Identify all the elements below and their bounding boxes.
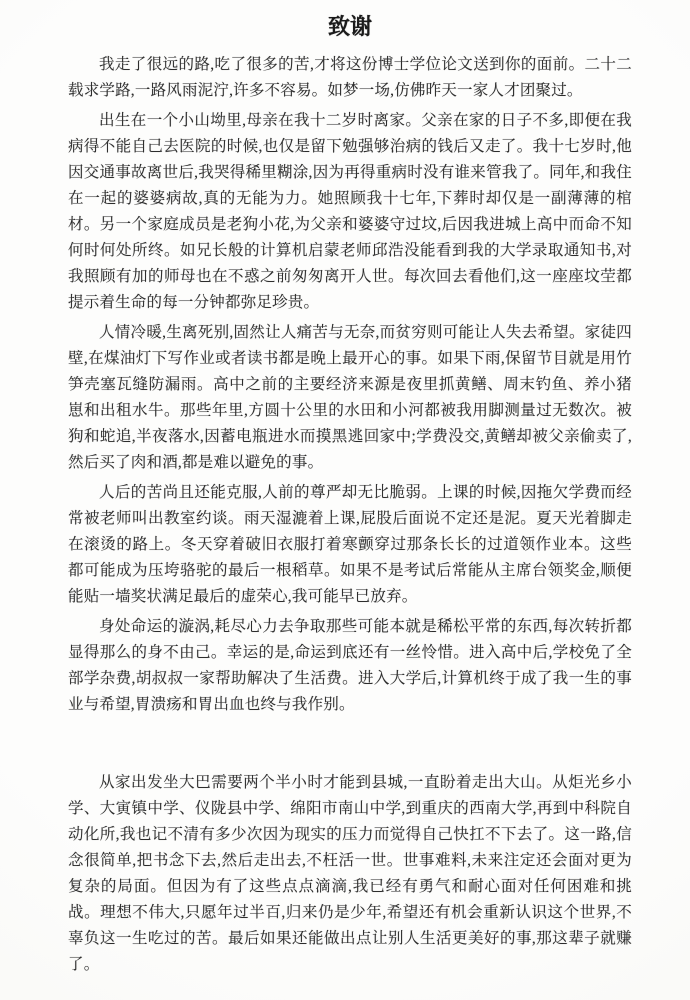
acknowledgement-paragraph-4: 人后的苦尚且还能克服,人前的尊严却无比脆弱。上课的时候,因拖欠学费而经常被老师叫出教室约谈。雨天湿漉着上课,屁股后面说不定还是泥。夏天光着脚走在滚烫的路上。冬天穿着破旧衣服打着寒颤穿过那条长长的过道领作业本。这些都可能成为压垮骆驼的最后一根稻草。如果不是考试后常能从主席台领奖金,顺便能贴一墙奖状满足最后的虚荣心,我可能早已放弃。 <box>68 484 632 605</box>
acknowledgement-paragraph-1: 我走了很远的路,吃了很多的苦,才将这份博士学位论文送到你的面前。二十二载求学路,一路风雨泥泞,许多不容易。如梦一场,仿佛昨天一家人才团聚过。 <box>68 56 632 99</box>
page-title: 致谢 <box>327 14 372 39</box>
acknowledgement-paragraph-2: 出生在一个小山坳里,母亲在我十二岁时离家。父亲在家的日子不多,即便在我病得不能自己去医院的时候,也仅是留下勉强够治病的钱后又走了。我十七岁时,他因交通事故离世后,我哭得稀里糊涂,因为再得重病时没有谁来管我了。同年,和我住在一起的婆婆病故,真的无能为力。她照顾我十七年,下葬时却仅是一副薄薄的棺材。另一个家庭成员是老狗小花,为父亲和婆婆守过坟,后因我进城上高中而命不知何时何处所终。如兄长般的计算机启蒙老师邱浩没能看到我的大学录取通知书,对我照顾有加的师母也在不惑之前匆匆离开人世。每次回去看他们,这一座座坟茔都提示着生命的每一分钟都弥足珍贵。 <box>68 112 632 311</box>
acknowledgement-paragraph-5: 身处命运的漩涡,耗尽心力去争取那些可能本就是稀松平常的东西,每次转折都显得那么的身不由己。幸运的是,命运到底还有一丝怜惜。进入高中后,学校免了全部学杂费,胡叔叔一家帮助解决了生活费。进入大学后,计算机终于成了我一生的事业与希望,胃溃疡和胃出血也终与我作别。 <box>68 618 632 713</box>
section-break <box>68 722 632 770</box>
acknowledgement-paragraph-3: 人情冷暖,生离死别,固然让人痛苦与无奈,而贫穷则可能让人失去希望。家徒四壁,在煤油灯下写作业或者读书都是晚上最开心的事。如果下雨,保留节目就是用竹笋壳塞瓦缝防漏雨。高中之前的主要经济来源是夜里抓黄鳝、周末钓鱼、养小猪崽和出租水牛。那些年里,方圆十公里的水田和小河都被我用脚测量过无数次。被狗和蛇追,半夜落水,因蓄电瓶进水而摸黑逃回家中;学费没交,黄鳝却被父亲偷卖了,然后买了肉和酒,都是难以避免的事。 <box>68 324 632 471</box>
acknowledgement-paragraph-6: 从家出发坐大巴需要两个半小时才能到县城,一直盼着走出大山。从炬光乡小学、大寅镇中学、仪陇县中学、绵阳市南山中学,到重庆的西南大学,再到中科院自动化所,我也记不清有多少次因为现实的压力而觉得自己快扛不下去了。这一路,信念很简单,把书念下去,然后走出去,不枉活一世。世事难料,未来注定还会面对更为复杂的局面。但因为有了这些点点滴滴,我已经有勇气和耐心面对任何困难和挑战。理想不伟大,只愿年过半百,归来仍是少年,希望还有机会重新认识这个世界,不辜负这一生吃过的苦。最后如果还能做出点让别人生活更美好的事,那这辈子就赚了。 <box>68 774 632 973</box>
